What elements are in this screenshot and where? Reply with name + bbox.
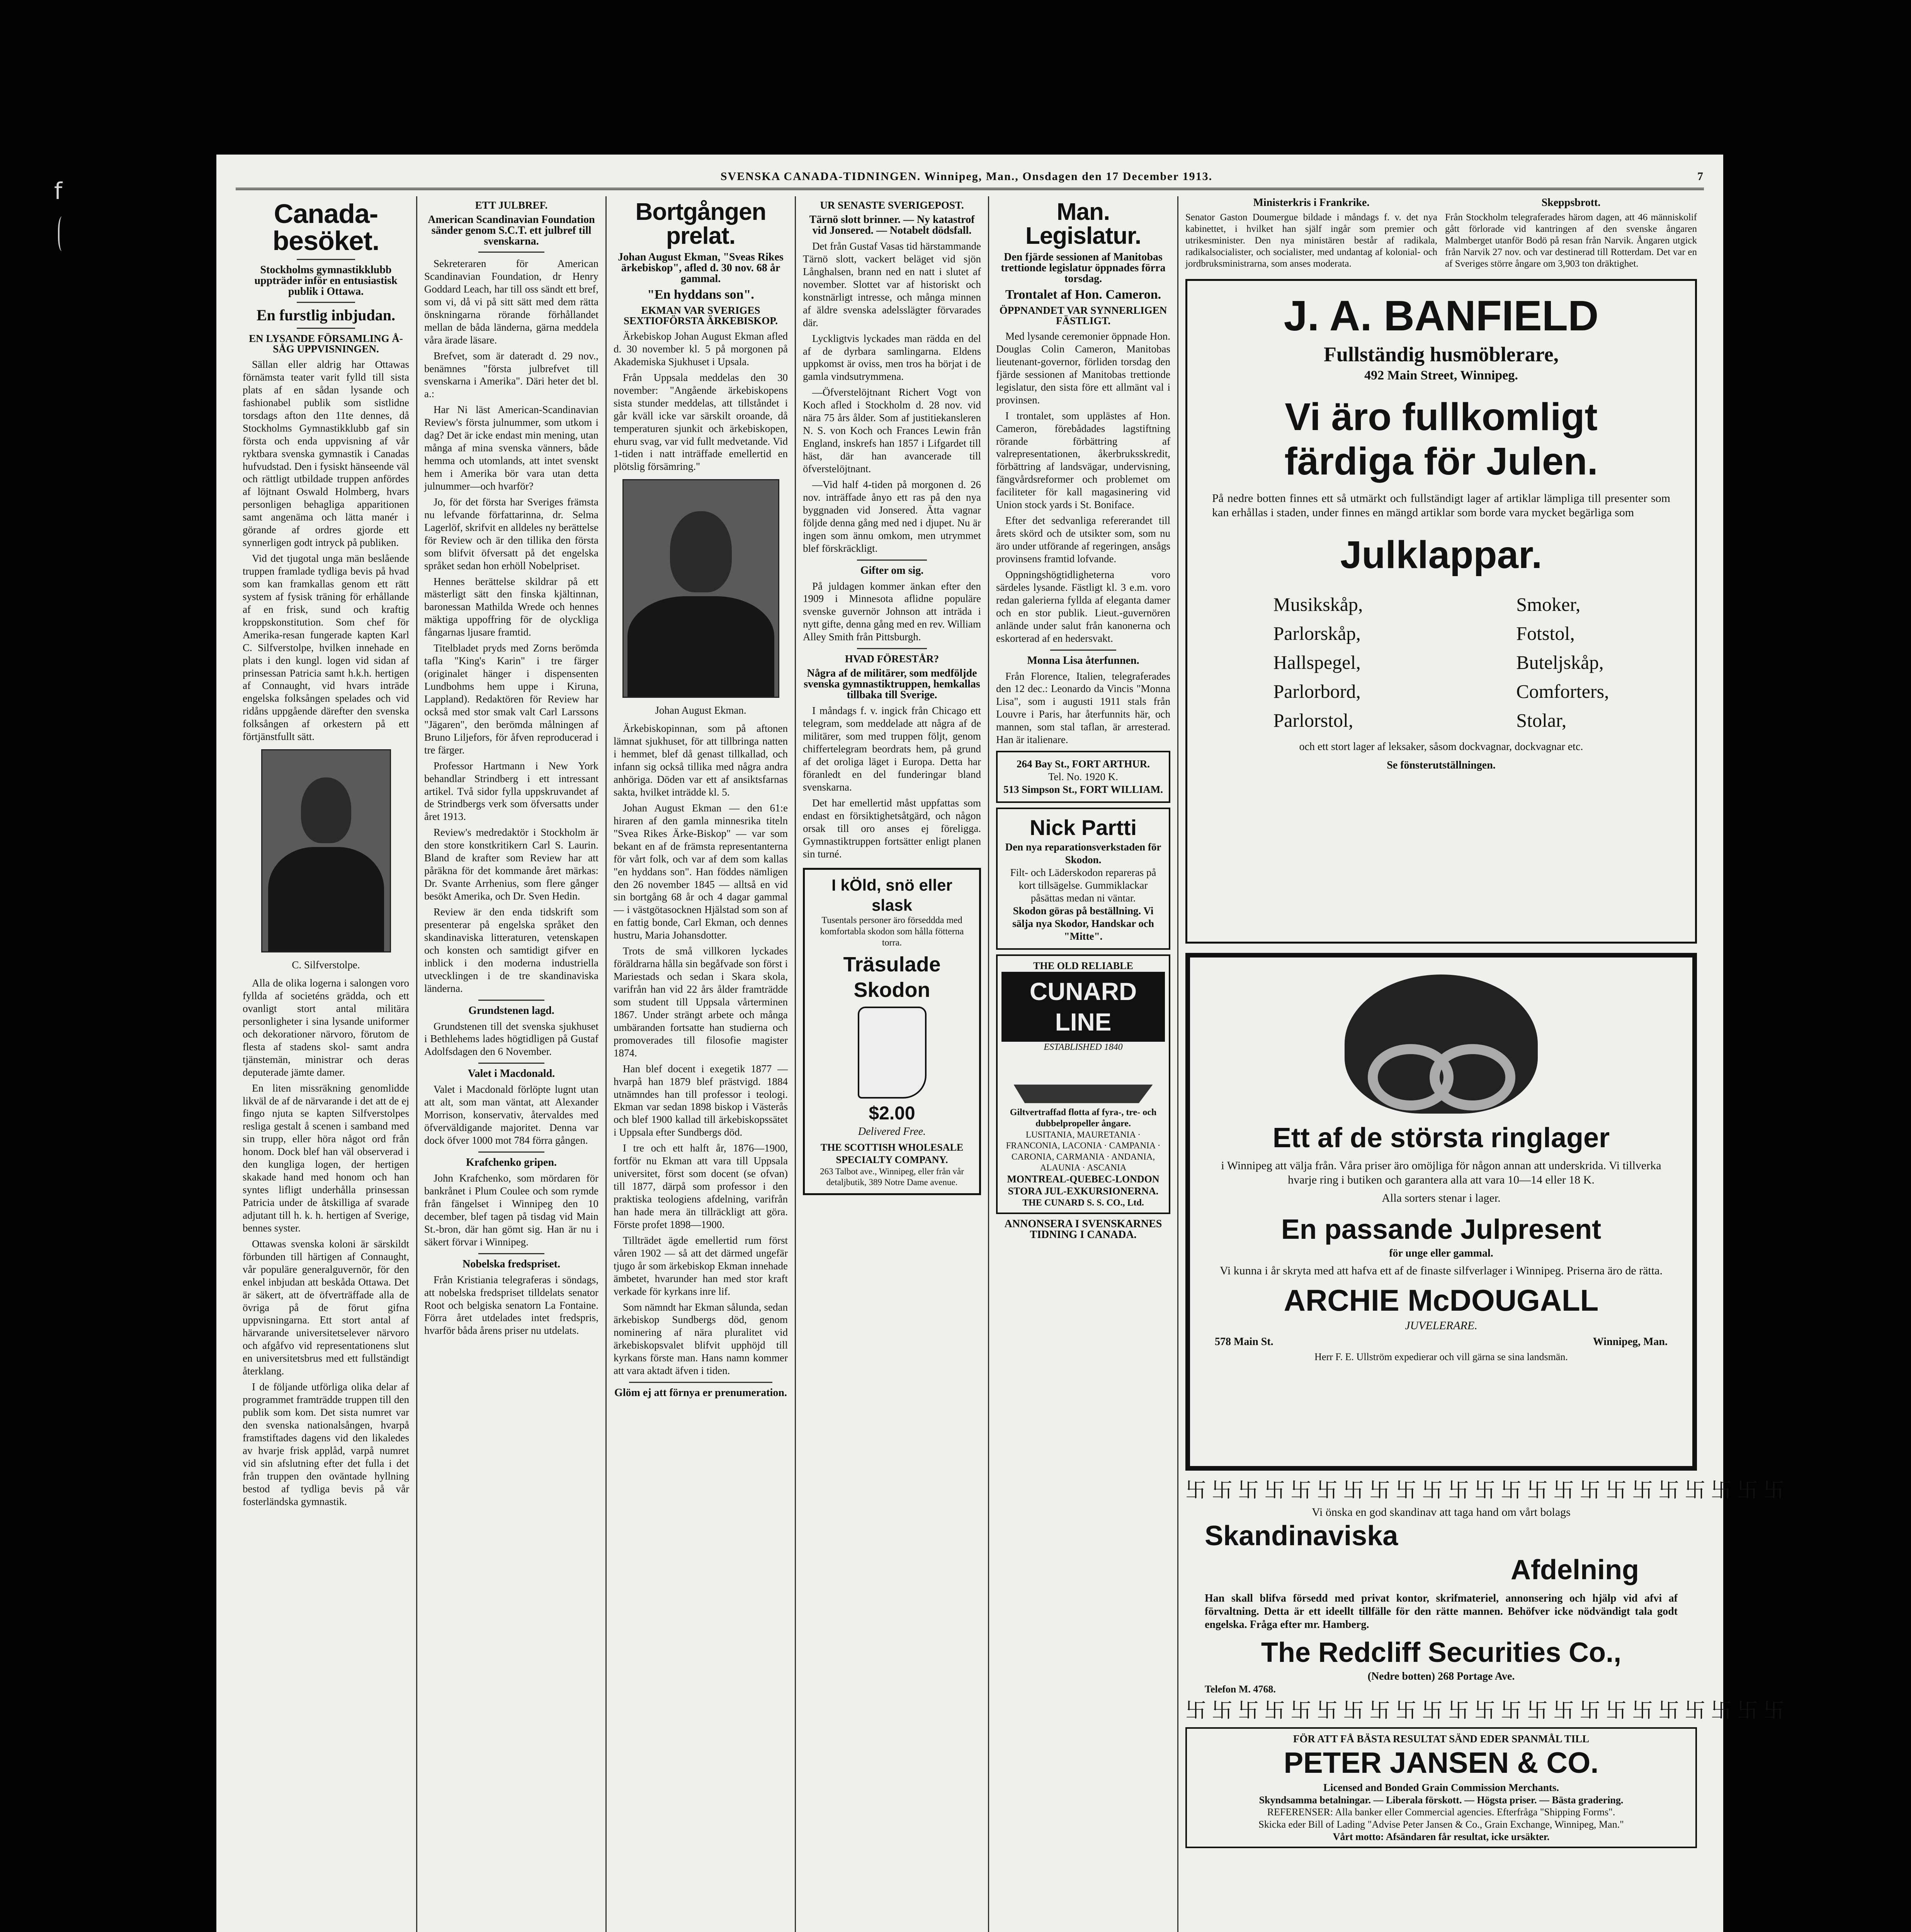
article-paragraph: Grundstenen till det svenska sjukhuset i Bethlehems lades högtidligen på Gustaf Adolfsdagen den 6 November. bbox=[424, 1020, 598, 1058]
article-paragraph: Som nämndt har Ekman sålunda, sedan ärkebiskop Sundbergs död, genom nominering af nära pluralitet vid ärkebiskopsvalet blifvit upphöjd till kyrkans förste man. Hans namn kommer att vara aktadt äfven i tiden. bbox=[614, 1301, 788, 1377]
ring-body3: Vi kunna i år skryta med att hafva ett af de finaste silfverlager i Winnipeg. Priserna äro de rätta. bbox=[1219, 1264, 1663, 1277]
article-paragraph: I trontalet, som upplästes af Hon. Cameron, förebådades lagstiftning rörande förbättring af valrepresentationen, åkerbruksskredit, förbättring af landsvägar, undervisning, fängvårdsreformer och problemet om faciliteter för kall magasinering vid Union stock yards i St. Boniface. bbox=[996, 410, 1170, 511]
item: Parlorbord, bbox=[1273, 680, 1361, 702]
article-paragraph: Vid det tjugotal unga män beslående truppen framlade tydliga bevis på hvad som kan framkallas genom ett rätt system af fysisk träning för erhållande af en frisk, sund och kraftig kroppskonstitution. Som chef för Amerika-resan fungerade kapten Karl C. Silfverstolpe, hvilken innehade en plats i den kungl. logen vid sidan af prinsessan Patricia samt h.k.h. hertigen af Connaught, vid hvars inträde engelska folksången spelades och vid ridåns uppgående därefter den svenska folksången af orkestern på ett förtjänstfullt sätt. bbox=[243, 553, 409, 743]
item: Buteljskåp, bbox=[1516, 651, 1604, 673]
ring-body: i Winnipeg att välja från. Våra priser äro omöjliga för någon annan att underskrida. Vi tillverka hvarje ring i butiken och garantera alla att vara 10—14 eller 18 K. bbox=[1221, 1159, 1661, 1187]
ministerkris-body: Senator Gaston Doumergue bildade i måndags f. v. det nya kabinettet, i hvilket han själf ingår som premier och utrikesminister. Den nya ministären består af radikala, radikalsocialister, och socialister, med undantag af kolonial- och jordbruksministrarna, som anses moderata. bbox=[1185, 212, 1437, 269]
redcliff-name: The Redcliff Securities Co., bbox=[1261, 1637, 1622, 1668]
banfield-sub: Fullständig husmöblerare, bbox=[1323, 342, 1559, 366]
rule bbox=[297, 302, 355, 303]
article-paragraph: Från Kristiania telegraferas i söndags, att nobelska fredspriset tilldelats senator Root och belgiska senatorn La Fontaine. Förra året utdelades intet fredspris, hvarför båda årens priser nu utdelats. bbox=[424, 1274, 598, 1337]
address-line: 513 Simpson St., FORT WILLIAM. bbox=[1003, 784, 1163, 795]
banfield-foot: och ett stort lager af leksaker, såsom dockvagnar, dockvagnar etc. bbox=[1299, 741, 1583, 753]
cunard-established: ESTABLISHED 1840 bbox=[1044, 1042, 1123, 1052]
skodon-ad-price: $2.00 bbox=[869, 1103, 915, 1124]
bortgangen-prelat-headline: Bortgången prelat. bbox=[635, 199, 766, 249]
ring-icon bbox=[1430, 1044, 1515, 1111]
address-line: Tel. No. 1920 K. bbox=[1048, 771, 1119, 783]
film-margin-squiggle bbox=[58, 216, 68, 251]
article-paragraph: I tre och ett halft år, 1876—1900, fortför nu Ekman att vara till Uppsala universitet, först som docent (se ofvan) till 1877, därpå som professor i den praktiska teologiens afdelning, varifrån han hade mera än tillräckligt att göra. Förste profet 1898—1900. bbox=[614, 1142, 788, 1230]
banfield-advert bbox=[1185, 279, 1697, 944]
article-paragraph: En liten missräkning genomlidde likväl de af de närvarande i det att de ej fingo njuta se kapten Silfverstolpes resliga gestalt å scenen i samband med sin trupp, eller höra något ord från honom. Dock blef han väl observerad i den kungliga logen, der hertigen skakade hand med honom och han syntes lifligt underhålla prinsessan Patricia under de åtskilliga af svarade adjutant till h. k. h. hertigen af Sverige, bennes syster. bbox=[243, 1082, 409, 1234]
skodon-ad-title: Träsulade Skodon bbox=[843, 952, 941, 1002]
banfield-slogan: Vi äro fullkomligt färdiga för Julen. bbox=[1284, 395, 1598, 483]
julbref-deck: American Scandinavian Foundation sänder genom S.C.T. ett julbref till svenskarna. bbox=[428, 214, 595, 247]
rule bbox=[857, 648, 927, 649]
sextioforsta-deck: EKMAN VAR SVERIGES SEXTIOFÖRSTA ÄRKEBISKOP. bbox=[623, 304, 778, 327]
cunard-name: CUNARD LINE bbox=[1001, 972, 1165, 1041]
column-1 bbox=[236, 196, 417, 1932]
jansen-motto: Vårt motto: Afsändaren får resultat, icke ursäkter. bbox=[1333, 1831, 1550, 1842]
article-paragraph: —Öfverstelöjtnant Richert Vogt von Koch afled i Stockholm d. 28 nov. vid nära 75 års ålder. Som af justitiekansleren N. S. von Koch och Frances Lewin från England, inskrefs han 1857 i Lifgardet till häst, där han avancerade till öfverstelöjtnant. bbox=[803, 386, 981, 474]
columns bbox=[236, 196, 1790, 1932]
prenumeration-notice: Glöm ej att förnya er prenumeration. bbox=[614, 1387, 787, 1399]
banfield-name: J. A. BANFIELD bbox=[1284, 292, 1599, 340]
legislatur-deck: Den fjärde sessionen af Manitobas trettionde legislatur öppnades förra torsdag. bbox=[1001, 251, 1166, 285]
rule bbox=[478, 1253, 544, 1254]
rule bbox=[857, 560, 927, 561]
nobelska-headline: Nobelska fredspriset. bbox=[462, 1258, 561, 1270]
rule bbox=[478, 1151, 544, 1153]
ring-gift: En passande Julpresent bbox=[1281, 1214, 1602, 1245]
item: Parlorskåp, bbox=[1273, 622, 1361, 645]
rule bbox=[297, 259, 355, 260]
masthead bbox=[236, 170, 1704, 190]
steamship-icon bbox=[1014, 1057, 1153, 1103]
ring-city: Winnipeg, Man. bbox=[1593, 1335, 1668, 1348]
furstlig-inbjudan-deck: En furstlig inbjudan. bbox=[256, 306, 396, 324]
article-paragraph: Alla de olika logerna i salongen voro fyllda af societéns grädda, och ett ovanligt stort antal militära personligheter i sina lysande uniformer och dekorationer närvoro, förutom de flesta af stadens skol- samt andra tjänstemän, ministrar och deras deputerade jämte damer. bbox=[243, 977, 409, 1078]
ministerkris-headline: Ministerkris i Frankrike. bbox=[1253, 197, 1370, 209]
cunard-top: THE OLD RELIABLE bbox=[1033, 960, 1133, 971]
ring-body2: Alla sorters stenar i lager. bbox=[1382, 1191, 1501, 1204]
redcliff-skandinaviska: Skandinaviska bbox=[1205, 1520, 1398, 1552]
decorative-border-icon: 卐卐卐卐卐卐卐卐卐卐卐卐卐卐卐卐卐卐卐卐卐卐卐 bbox=[1185, 1699, 1790, 1723]
address-advert bbox=[996, 751, 1170, 803]
skeppsbrott-headline: Skeppsbrott. bbox=[1541, 197, 1601, 209]
article-paragraph: Från Uppsala meddelas den 30 november: "Angående ärkebiskopens sista stunder meddelas, att tillståndet i går kväll icke var särskilt oroande, då temperaturen sjunkit och ärkebiskopen, ehuru svag, var vid fullt medvetande. Vid 1-tiden i natt inträffade emellertid en plötslig försämring." bbox=[614, 371, 788, 473]
portrait-coat bbox=[627, 596, 774, 697]
silfverstolpe-caption: C. Silfverstolpe. bbox=[292, 959, 360, 971]
skodon-ad-headline: I kÖld, snö eller slask bbox=[831, 876, 952, 914]
ekman-caption: Johan August Ekman. bbox=[655, 704, 746, 716]
nick-partti-title: Nick Partti bbox=[1030, 815, 1137, 840]
krafchenko-headline: Krafchenko gripen. bbox=[466, 1156, 557, 1168]
redcliff-advert bbox=[1185, 1501, 1697, 1700]
article-paragraph: —Vid half 4-tiden på morgonen d. 26 nov. inträffade ånyo ett ras på den nya byggnaden vid Jonsered. Ätta vagnar följde denna gång med ned i djupet. Nu är ingen som ännu omkom, men utrymmet blef förskräckligt. bbox=[803, 478, 981, 554]
newspaper-page bbox=[216, 155, 1790, 1932]
nick-partti-body2: Skodon göras på beställning. Vi sälja nya Skodor, Handskar och "Mitte". bbox=[1012, 905, 1154, 942]
banfield-body: På nedre botten finnes ett så utmärkt och fullständigt lager af artiklar lämpliga till presenter som kan erhållas i staden, under finnes en mängd artiklar som borde vara mycket begärliga som bbox=[1212, 492, 1670, 519]
lysande-forsamling-deck: EN LYSANDE FÖRSAMLING Å-SÅG UPPVISNINGEN. bbox=[249, 333, 403, 355]
grundstenen-headline: Grundstenen lagd. bbox=[468, 1004, 554, 1017]
article-paragraph: Han blef docent i exegetik 1877 — hvarpå han 1879 blef prästvigd. 1884 utnämndes han till professor i teologi. Ekman var sedan 1898 biskop i Västerås och blef 1900 kallad till ärkebiskopssätet i Uppsala efter Sundbergs död. bbox=[614, 1063, 788, 1138]
canada-besoket-headline: Canada-besöket. bbox=[272, 199, 379, 256]
ring-gift-sub: för unge eller gammal. bbox=[1389, 1247, 1493, 1260]
address-line: 264 Bay St., FORT ARTHUR. bbox=[1017, 758, 1150, 770]
rings-illustration bbox=[1345, 975, 1538, 1114]
column-3 bbox=[607, 196, 796, 1932]
items-left bbox=[1273, 590, 1363, 735]
nick-partti-sub: Den nya reparationsverkstaden för Skodon. bbox=[1005, 841, 1161, 866]
column-2 bbox=[417, 196, 607, 1932]
item: Musikskåp, bbox=[1273, 594, 1363, 616]
skeppsbrott-body: Från Stockholm telegraferades härom dagen, att 46 människolif gått förlorade vid kantringen af den svenske ångaren Malmberget utanför Bodö på resan från Narvik. Ångaren utgick från Narvik 27 nov. och var destinerad till Rotterdam. Det var en af Sveriges större ångare om 3,903 ton dräktighet. bbox=[1445, 212, 1697, 269]
jansen-references: REFERENSER: Alla banker eller Commercial agencies. Efterfråga "Shipping Forms". bbox=[1267, 1806, 1615, 1818]
article-paragraph: Hennes berättelse skildrar på ett mästerligt sätt den finska kjältinnan, baronessan Mathilda Wrede och hennes mäktiga uppoffring för de olyckliga fångarnas ljusare framtid. bbox=[424, 575, 598, 638]
cunard-ships: LUSITANIA, MAURETANIA · FRANCONIA, LACONIA · CAMPANIA · CARONIA, CARMANIA · ANDANIA, ALAUNIA · ASCANIA bbox=[1006, 1130, 1161, 1172]
item: Fotstol, bbox=[1516, 622, 1575, 645]
column-5 bbox=[989, 196, 1178, 1932]
gifter-om-sig-headline: Gifter om sig. bbox=[860, 564, 924, 577]
ring-title: Ett af de största ringlager bbox=[1272, 1122, 1610, 1153]
item: Hallspegel, bbox=[1273, 651, 1361, 673]
article-paragraph: Oppningshögtidligheterna voro särdeles lysande. Fästligt kl. 3 e.m. voro redan galerierna fyllda af eleganta damer och en stor publik. Lieut.-guvernören anlände under salut från kanonerna och eskorterad af en hedersvakt. bbox=[996, 568, 1170, 644]
article-paragraph: Titelbladet pryds med Zorns berömda tafla "King's Karin" i tre färger (originalet hänger i dispensenten Lundbohms hem uppe i Kiruna, Lappland). Redaktören för Review har också med stor smak valt Carl Larssons "Jägaren", den berömda målningen af Bruno Liljefors, för åfven reproducerad i tre färger. bbox=[424, 642, 598, 756]
sverigepost-deck: Tärnö slott brinner. — Ny katastrof vid Jonsered. — Notabelt dödsfall. bbox=[809, 214, 975, 236]
julbref-headline: ETT JULBREF. bbox=[475, 199, 548, 211]
jansen-line: Skyndsamma betalningar. — Liberala förskott. — Högsta priser. — Bästa gradering. bbox=[1259, 1794, 1624, 1806]
oppnandet-deck: ÖPPNANDET VAR SYNNERLIGEN FÄSTLIGT. bbox=[999, 304, 1167, 327]
banfield-items bbox=[1197, 590, 1686, 735]
annonsera-notice: ANNONSERA I SVENSKARNES TIDNING I CANADA. bbox=[1004, 1218, 1162, 1241]
cunard-route: MONTREAL-QUEBEC-LONDON bbox=[1007, 1173, 1160, 1185]
masthead-line: SVENSKA CANADA-TIDNINGEN. Winnipeg, Man., Onsdagen den 17 December 1913. bbox=[720, 170, 1213, 183]
article-paragraph: Review är den enda tidskrift som presenterar på engelska språket den skandinaviska litteraturen, vetenskapen och konsten och samtidigt gifver en inblick i den moderna industriella utvecklingen i de tre skandinaviska länderna. bbox=[424, 906, 598, 994]
article-paragraph: John Krafchenko, som mördaren för bankrånet i Plum Coulee och som rymde från fängelset i Winnipeg den 10 december, blef tagen på tisdag vid Main St.-bron, där han gömt sig. Han är nu i säkert förvar i Winnipeg. bbox=[424, 1172, 598, 1248]
nick-partti-body: Filt- och Läderskodon repareras på kort tillsägelse. Gummiklackar påsättas medan ni väntar. bbox=[1010, 867, 1156, 904]
hvad-forestar-headline: HVAD FÖRESTÅR? bbox=[845, 653, 939, 665]
portrait-head bbox=[301, 777, 351, 843]
article-paragraph: Johan August Ekman — den 61:e hiraren af den gamla minnesrika titeln "Svea Rikes Ärke-Biskop" — var som bekant en af de främsta representanterna för vårt folk, och var af dem som kallas "en hyddans son". Han föddes nämligen den 26 november 1845 — alltså en vid sin bortgång 68 år och 4 dagar gammal — i västgötasocknen Hjälstad som son af en fattig bonde, Carl Ekman, och dennes hustru, Maria Johansdotter. bbox=[614, 802, 788, 941]
cunard-advert bbox=[996, 954, 1170, 1214]
article-paragraph: I måndags f. v. ingick från Chicago ett telegram, som meddelade att några af de militärer, som med truppen följt, genom chiffertelegram beordrats hem, på grund af det oroliga läget i Europa. Detta har föranledt en del funderingar bland svenskarna. bbox=[803, 705, 981, 793]
skodon-ad-price-note: Delivered Free. bbox=[858, 1126, 926, 1138]
jansen-advert bbox=[1185, 1727, 1697, 1848]
article-paragraph: Har Ni läst American-Scandinavian Review's första julnummer, som utkom i dag? Det är icke endast min mening, utan många af mina svenska vänners, både hemma och utomlands, att intet svenskt hem i Amerika bör vara utan detta julnummer—och hvarför? bbox=[424, 404, 598, 492]
nick-partti-advert bbox=[996, 808, 1170, 950]
ring-address-row bbox=[1215, 1335, 1668, 1349]
portrait-head bbox=[670, 511, 732, 592]
article-paragraph: Ottawas svenska koloni är särskildt förbunden till härtigen af Connaught, vår populäre generalguvernör, för den enkel inbjudan att beskåda Ottawa. Det är säkert, att de öfverträffade alla de övriga på de förut gifna uppvisningarna. Ett stort antal af härvarande universitetselever närvoro och afgåfvo vid representationens slut en universitetsbrus med ett fullständigt återklang. bbox=[243, 1238, 409, 1377]
item: Smoker, bbox=[1516, 594, 1581, 616]
monna-lisa-headline: Monna Lisa återfunnen. bbox=[1027, 654, 1139, 667]
item: Parlorstol, bbox=[1273, 709, 1353, 731]
article-paragraph: Tillträdet ägde emellertid rum först våren 1902 — så att det därmed ungefär tjugo år som ärkebiskop Ekman innehade ämbetet, hvarunder han med stor kraft verkade för kyrkans inre lif. bbox=[614, 1234, 788, 1297]
ekman-portrait bbox=[622, 479, 779, 698]
film-margin-mark: f bbox=[54, 178, 63, 205]
rule bbox=[478, 1000, 544, 1001]
article-paragraph: Trots de små villkoren lyckades föräldrarna hålla sin begåfvade son först i Mariestads och sedan i Skara skola, varifrån han vid 22 års ålder framträdde som student till Uppsala vårterminen 1867. Under strängt arbete och många umbäranden fortsatte han studierna och promoverades till filosofie magister 1874. bbox=[614, 945, 788, 1059]
trontalet-deck: Trontalet af Hon. Cameron. bbox=[1005, 287, 1161, 302]
ekman-deck: Johan August Ekman, "Sveas Rikes ärkebiskop", afled d. 30 nov. 68 år gammal. bbox=[618, 251, 784, 285]
hyddans-son-deck: "En hyddans son". bbox=[647, 287, 754, 302]
jansen-name: PETER JANSEN & CO. bbox=[1284, 1746, 1599, 1779]
rule bbox=[629, 1382, 772, 1383]
article-paragraph: Review's medredaktör i Stockholm är den store konstkritikern Carl S. Laurin. Bland de krafter som Review har att påräkna för det kommande året märkas: Dr. Svante Arrhenius, som flere gånger besökt Amerika, och Dr. Sven Hedin. bbox=[424, 827, 598, 902]
article-paragraph: Lyckligtvis lyckades man rädda en del af de dyrbara samlingarna. Eldens uppkomst är oviss, men tros ha börjat i de gamla vindsutrymmena. bbox=[803, 332, 981, 383]
redcliff-telephone: Telefon M. 4768. bbox=[1205, 1684, 1276, 1695]
ministerkris-story bbox=[1185, 196, 1437, 270]
article-paragraph: Sekreteraren för American Scandinavian Foundation, dr Henry Goddard Leach, har till oss sändt ett bref, som vi, då vi på sitt sätt med dem rätta önskningarna rörande förhållandet mellan de båda länderna, gärna meddela våra ärade läsare. bbox=[424, 258, 598, 346]
article-paragraph: Med lysande ceremonier öppnade Hon. Douglas Colin Cameron, Manitobas lieutenant-governor, förliden torsdag den fjärde sessionen af Manitobas trettionde legislatur, den sista före ett allmänt val i provinsen. bbox=[996, 330, 1170, 406]
rule bbox=[478, 252, 544, 253]
article-paragraph: Efter det sedvanliga refererandet till årets skörd och de utsikter som, som nu äro under utförande af regeringen, ansågs provinsens framtid lofvande. bbox=[996, 515, 1170, 565]
ring-juvelerare: JUVELERARE. bbox=[1405, 1319, 1477, 1332]
article-paragraph: I de följande utförliga olika delar af programmet framträdde truppen till den publik som kom. Det sista numret var den svenska nationalsången, hvarpå framstiftades dagens vid den likaledes av hvarje frisk applåd, varpå numret vid sin afslutning efter det fulla i det från truppen den oväntade hyllning bestod af tydliga bevis på vår fosterländska gymnastik. bbox=[243, 1381, 409, 1507]
silfverstolpe-portrait bbox=[261, 749, 391, 952]
jansen-intro: FÖR ATT FÅ BÄSTA RESULTAT SÄND EDER SPANMÅL TILL bbox=[1293, 1733, 1590, 1745]
article-paragraph: Valet i Macdonald förlöpte lugnt utan att alt, som man väntat, att Alexander Morrison, konservativ, återvaldes med öfverväldigande majoritet. Denna var dock öfver 1000 mot 784 förra gången. bbox=[424, 1083, 598, 1146]
page-number: 7 bbox=[1697, 170, 1704, 183]
jansen-shipping: Skicka eder Bill of Lading "Advise Peter Jansen & Co., Grain Exchange, Winnipeg, Man." bbox=[1258, 1819, 1624, 1830]
item: Stolar, bbox=[1516, 709, 1567, 731]
sverigepost-headline: UR SENASTE SVERIGEPOST. bbox=[820, 199, 964, 211]
cunard-company: THE CUNARD S. S. CO., Ltd. bbox=[1022, 1198, 1144, 1208]
column-4 bbox=[796, 196, 989, 1932]
banfield-address: 492 Main Street, Winnipeg. bbox=[1364, 368, 1518, 383]
decorative-border-icon: 卐卐卐卐卐卐卐卐卐卐卐卐卐卐卐卐卐卐卐卐卐卐卐 bbox=[1185, 1478, 1790, 1502]
skodon-ad-company: THE SCOTTISH WHOLESALE SPECIALTY COMPANY. bbox=[820, 1142, 964, 1165]
article-paragraph: Jo, för det första har Sveriges främsta nu lefvande författarinna, dr. Selma Lagerlöf, skrifvit en alldeles ny berättelse för Review och är den tillika den första som blifvit öfversatt på det engelska språket sedan hon erhöll Nobelpriset. bbox=[424, 496, 598, 571]
valet-headline: Valet i Macdonald. bbox=[468, 1068, 555, 1080]
article-paragraph: Sällan eller aldrig har Ottawas förnämsta teater varit fylld till sista plats af en sådan lysande och fashionabel publik som sistlidne torsdags afton den 11te dennes, då Stockholms Gymnastikklubb gaf sin första och enda uppvisning af vår ryktbara svenska gymnastik i Canadas hufvudstad. Den i fysiskt hänseende väl och rättligt utbildade truppen anfördes af löjtnant Oswald Holmberg, hvars personligen behagliga apparitionen samt angenäma och lätta manér i görande af ordres gjorde ett synnerligen godt intryck på publiken. bbox=[243, 359, 409, 549]
rule bbox=[1050, 650, 1116, 651]
ring-address: 578 Main St. bbox=[1215, 1335, 1273, 1348]
skodon-ad-address: 263 Talbot ave., Winnipeg, eller från vår detaljbutik, 389 Notre Dame avenue. bbox=[820, 1166, 964, 1187]
article-paragraph: Det har emellertid måst uppfattas som endast en försiktighetsåtgärd, och någon orsak till oro anses ej föreligga. Gymnastiktruppen fortsätter enligt planen sin turné. bbox=[803, 797, 981, 860]
man-legislatur-headline: Man. Legislatur. bbox=[1025, 199, 1141, 249]
cunard-excursion: STORA JUL-EXKURSIONERNA. bbox=[1008, 1185, 1159, 1197]
top-news-row bbox=[1185, 196, 1697, 270]
rule bbox=[478, 1063, 544, 1064]
banfield-julklappar: Julklappar. bbox=[1340, 533, 1542, 577]
article-paragraph: Från Florence, Italien, telegraferades den 12 dec.: Leonardo da Vincis "Monna Lisa", som i augusti 1911 stals från Louvre i Paris, har återfunnits här, och mannen, som stal taflan, är arresterad. Han är italienare. bbox=[996, 670, 1170, 746]
ring-foot: Herr F. E. Ullström expedierar och vill gärna se sina landsmän. bbox=[1314, 1351, 1568, 1362]
skodon-advert bbox=[803, 868, 981, 1195]
ring-name: ARCHIE McDOUGALL bbox=[1284, 1283, 1599, 1317]
article-paragraph: Ärkebiskopinnan, som på aftonen lämnat sjukhuset, för att tillbringa natten i hemmet, blef då genast tillkallad, och infann sig också tillika med några andra anhöriga. Döden var ett af ansiktsfarnas sakta, hvilket inträdde kl. 5. bbox=[614, 723, 788, 798]
skeppsbrott-story bbox=[1445, 196, 1697, 270]
redcliff-intro: Vi önska en god skandinav att taga hand om vårt bolags bbox=[1312, 1505, 1571, 1519]
cunard-body: Giltvertraffad flotta af fyra-, tre- och dubbelpropeller ångare. bbox=[1010, 1107, 1157, 1129]
rule bbox=[297, 328, 355, 329]
items-right bbox=[1516, 590, 1609, 735]
redcliff-afdelning: Afdelning bbox=[1511, 1554, 1639, 1586]
item: Comforters, bbox=[1516, 680, 1609, 702]
article-paragraph: Ärkebiskop Johan August Ekman afled d. 30 november kl. 5 på morgonen på Akademiska Sjukhuset i Upsala. bbox=[614, 330, 788, 367]
portrait-uniform bbox=[268, 847, 384, 951]
article-paragraph: Professor Hartmann i New York behandlar Strindberg i ett intressant artikel. Två sidor fylla uppskruvandet af de Strindbergs verk som öfversatts under året 1913. bbox=[424, 760, 598, 823]
redcliff-address: (Nedre botten) 268 Portage Ave. bbox=[1367, 1670, 1515, 1683]
skodon-ad-intro: Tusentals personer äro förseddda med komfortabla skodon som hålla fötterna torra. bbox=[820, 915, 964, 948]
banfield-foot2: Se fönsterutställningen. bbox=[1387, 759, 1496, 772]
canada-besoket-deck: Stockholms gymnastikklubb uppträder inför en entusiastisk publik i Ottawa. bbox=[254, 264, 398, 298]
article-paragraph: Det från Gustaf Vasas tid härstammande Tärnö slott, vackert beläget vid sjön Långhalsen, brann ned en natt i slutet af november. Slottet var af historiskt och konstnärligt intresse, och många minnen af äldre svenska adelsslägter förvarades där. bbox=[803, 240, 981, 328]
redcliff-body: Han skall blifva försedd med privat kontor, skrifmateriel, annonsering och hjälp vid afvi af förvaltning. Detta är ett ideellt tillfälle för den rätte mannen. Behöfver icke nödvändigt tala godt engelska. Fråga efter mr. Hamberg. bbox=[1205, 1592, 1678, 1631]
column-6-ads bbox=[1178, 196, 1790, 1932]
boot-icon bbox=[858, 1007, 927, 1099]
hvad-forestar-deck: Några af de militärer, som medföljde svenska gymnastiktruppen, hemkallas tillbaka till Sverige. bbox=[804, 667, 980, 701]
article-paragraph: På juldagen kommer änkan efter den 1909 i Minnesota aflidne populäre svenske guvernör Johnson att inträda i nytt gifte, denna gång med en rev. William Alley Smith från Pittsburgh. bbox=[803, 580, 981, 643]
jansen-sub: Licensed and Bonded Grain Commission Merchants. bbox=[1323, 1781, 1559, 1793]
article-paragraph: Brefvet, som är dateradt d. 29 nov., benämnes "första julbrefvet till svenskarna i Amerika". Däri heter det bl. a.: bbox=[424, 350, 598, 400]
mcdougall-advert bbox=[1185, 953, 1697, 1471]
